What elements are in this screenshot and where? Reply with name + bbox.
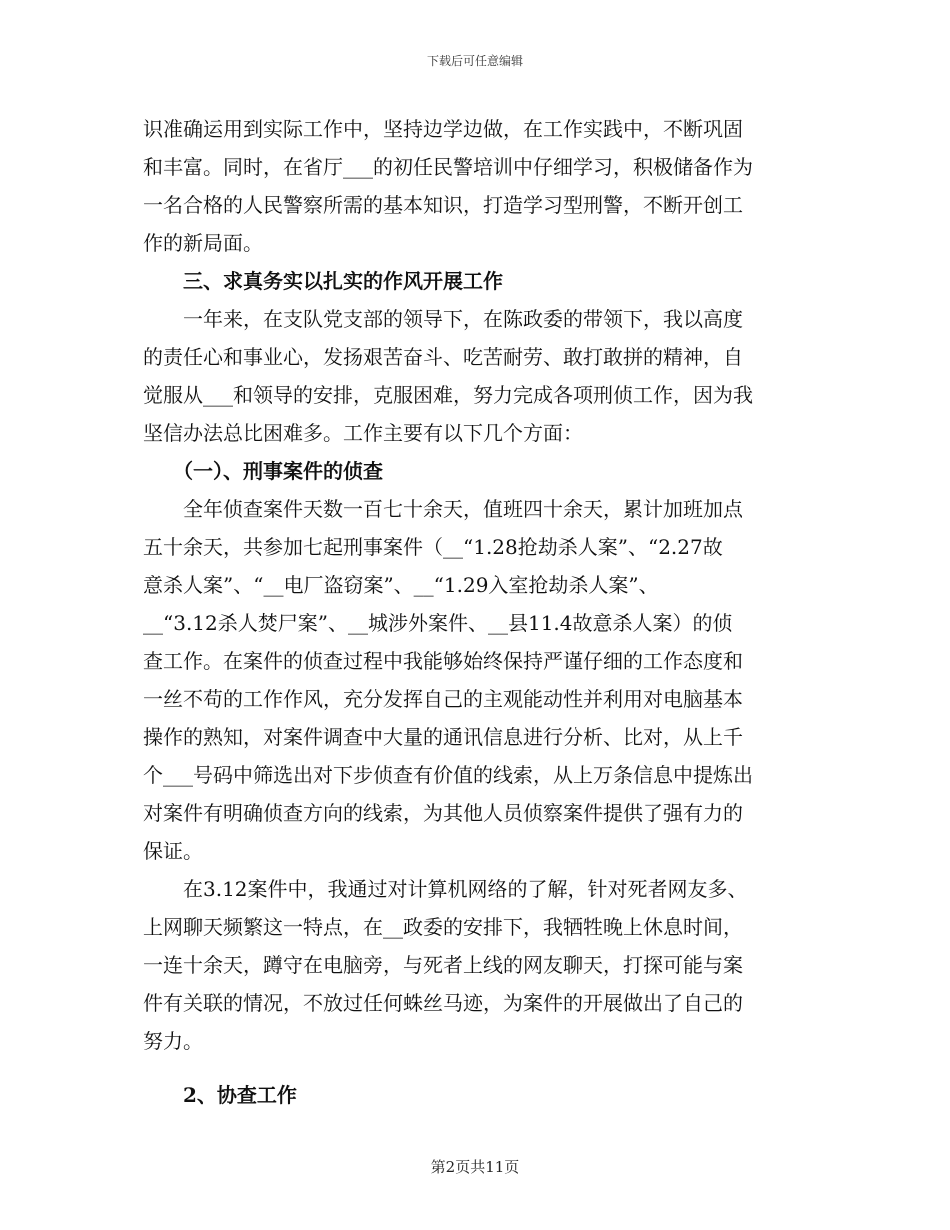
- body-line: 全年侦查案件天数一百七十余天，值班四十余天，累计加班加点: [143, 497, 743, 521]
- body-line: 个___号码中筛选出对下步侦查有价值的线索，从上万条信息中提炼出: [143, 763, 753, 787]
- section-heading: 三、求真务实以扎实的作风开展工作: [143, 269, 503, 293]
- body-line: 在3.12案件中，我通过对计算机网络的了解，针对死者网友多、: [143, 877, 748, 901]
- subsection-heading: （一）、刑事案件的侦查: [143, 459, 383, 483]
- body-line: 识准确运用到实际工作中，坚持边学边做，在工作实践中，不断巩固: [143, 117, 743, 141]
- page-footer: 第2页共11页: [430, 1158, 520, 1176]
- body-line: 上网聊天频繁这一特点，在__政委的安排下，我牺牲晚上休息时间，: [143, 915, 743, 939]
- document-body: [143, 110, 808, 1114]
- subsection-heading: 2、协查工作: [143, 1083, 297, 1107]
- body-line: __“3.12杀人焚尸案”、__城涉外案件、__县11.4故意杀人案）的侦: [143, 611, 733, 635]
- body-line: 件有关联的情况，不放过任何蛛丝马迹，为案件的开展做出了自己的: [143, 991, 743, 1015]
- body-line: 一连十余天，蹲守在电脑旁，与死者上线的网友聊天，打探可能与案: [143, 953, 743, 977]
- body-line: 一名合格的人民警察所需的基本知识，打造学习型刑警，不断开创工: [143, 193, 743, 217]
- body-line: 意杀人案”、“__电厂盗窃案”、__“1.29入室抢劫杀人案”、: [143, 573, 659, 597]
- body-line: 坚信办法总比困难多。工作主要有以下几个方面：: [143, 421, 583, 445]
- body-line: 和丰富。同时，在省厅___的初任民警培训中仔细学习，积极储备作为: [143, 155, 753, 179]
- body-line: 努力。: [143, 1029, 203, 1053]
- body-line: 一年来，在支队党支部的领导下，在陈政委的带领下，我以高度: [143, 307, 743, 331]
- body-line: 保证。: [143, 839, 203, 863]
- paragraph-gap: [143, 1060, 808, 1076]
- body-line: 的责任心和事业心，发扬艰苦奋斗、吃苦耐劳、敢打敢拼的精神，自: [143, 345, 743, 369]
- page-header: 下载后可任意编辑: [426, 54, 523, 68]
- body-line: 觉服从___和领导的安排，克服困难，努力完成各项刑侦工作，因为我: [143, 383, 753, 407]
- body-line: 一丝不苟的工作作风，充分发挥自己的主观能动性并利用对电脑基本: [143, 687, 743, 711]
- body-line: 操作的熟知，对案件调查中大量的通讯信息进行分析、比对，从上千: [143, 725, 743, 749]
- body-line: 五十余天，共参加七起刑事案件（__“1.28抢劫杀人案”、“2.27故: [143, 535, 723, 559]
- body-line: 作的新局面。: [143, 231, 263, 255]
- body-line: 查工作。在案件的侦查过程中我能够始终保持严谨仔细的工作态度和: [143, 649, 743, 673]
- body-line: 对案件有明确侦查方向的线索，为其他人员侦察案件提供了强有力的: [143, 801, 743, 825]
